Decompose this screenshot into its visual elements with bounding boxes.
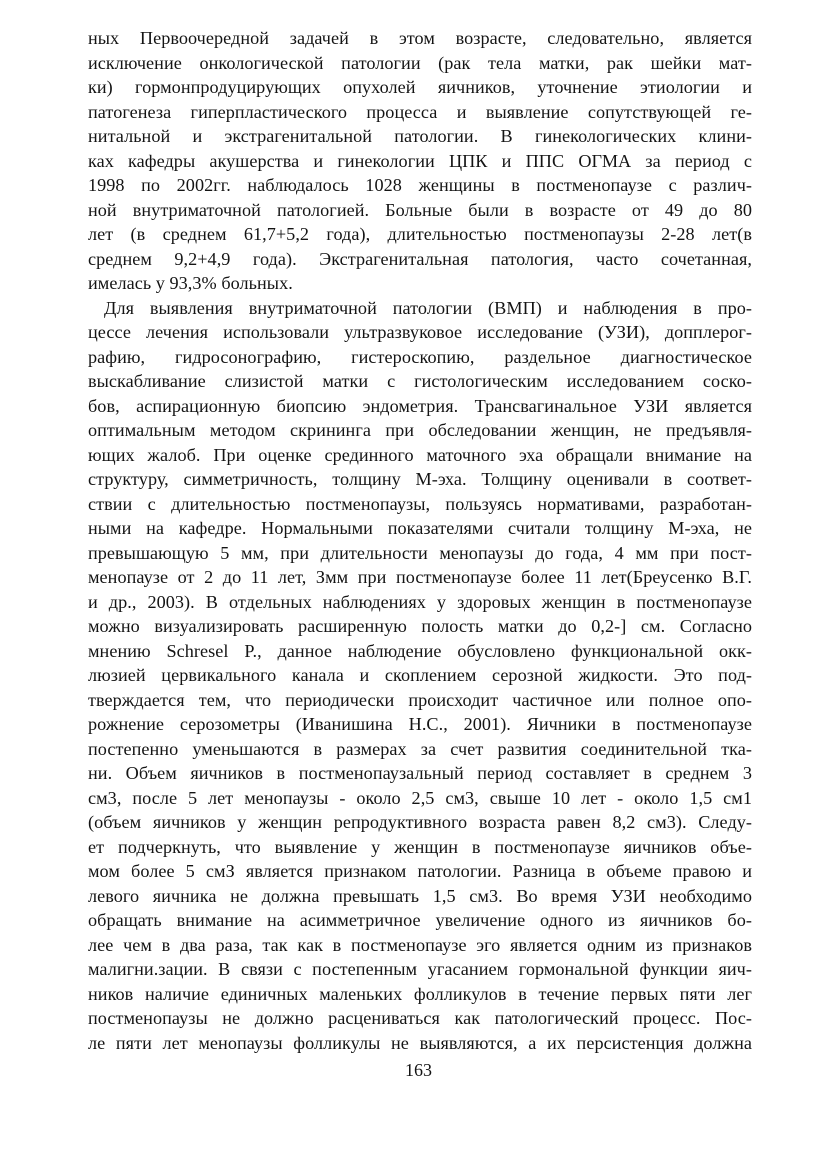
text-line: ных Первоочередной задачей в этом возрасте, следовательно, является: [88, 28, 752, 48]
text-line: лет (в среднем 61,7+5,2 года), длительностью постменопаузы 2-28 лет(в: [88, 224, 752, 244]
text-line: бов, аспирационную биопсию эндометрия. Трансвагинальное УЗИ является: [88, 395, 752, 416]
text-line: ках кафедры акушерства и гинекологии ЦПК и ППС ОГМА за период с: [88, 150, 752, 171]
text-line: рожнение серозометры (Иванишина Н.С., 2001). Яичники в постменопаузе: [88, 714, 752, 734]
text-line: можно визуализировать расширенную полость матки до 0,2-] см. Согласно: [88, 616, 752, 636]
text-line: ствии с длительностью постменопаузы, пользуясь нормативами, разработан-: [88, 493, 752, 514]
text-line: мом более 5 смЗ является признаком патологии. Разница в объеме правою и: [88, 861, 752, 881]
text-line: ников наличие единичных маленьких фолликулов в течение первых пяти лег: [88, 983, 752, 1004]
text-line: исключение онкологической патологии (рак тела матки, рак шейки мат-: [88, 52, 752, 73]
text-line: обращать внимание на асимметричное увеличение одного из яичников бо-: [88, 910, 752, 930]
text-line: малигни.зации. В связи с постепенным угасанием гормональной функции яич-: [88, 959, 752, 979]
paragraph-start-line: Для выявления внутриматочной патологии (ВМП) и наблюдения в про-: [104, 297, 752, 318]
text-line: менопаузе от 2 до 11 лет, Змм при постменопаузе более 11 лет(Бреусенко В.Г.: [88, 567, 752, 587]
document-body: [88, 26, 752, 1055]
text-line: ет подчеркнуть, что выявление у женщин в постменопаузе яичников объе-: [88, 836, 752, 857]
text-line: постменопаузы не должно расцениваться как патологический процесс. Пос-: [88, 1008, 752, 1028]
text-line: ющих жалоб. При оценке срединного маточного эха обращали внимание на: [88, 444, 752, 465]
text-line: цессе лечения использовали ультразвуковое исследование (УЗИ), допплерог-: [88, 322, 752, 342]
text-line: ки) гормонпродуцирующих опухолей яичников, уточнение этиологии и: [88, 77, 752, 97]
text-line: нитальной и экстрагенитальной патологии. В гинекологических клини-: [88, 126, 752, 146]
text-line: постепенно уменьшаются в размерах за счет развития соединительной тка-: [88, 738, 752, 759]
text-line: структуру, симметричность, толщину М-эха. Толщину оценивали в соответ-: [88, 469, 752, 489]
text-line: мнению Schresel P., данное наблюдение обусловлено функциональной окк-: [88, 640, 752, 661]
text-line: превышающую 5 мм, при длительности менопаузы до года, 4 мм при пост-: [88, 542, 752, 563]
text-line: (объем яичников у женщин репродуктивного возраста равен 8,2 см3). Следу-: [88, 812, 752, 832]
text-line: лее чем в два раза, так как в постменопаузе эго является одним из признаков: [88, 934, 752, 955]
text-line: ни. Объем яичников в постменопаузальный период составляет в среднем 3: [88, 763, 752, 783]
text-line: 1998 по 2002гг. наблюдалось 1028 женщины в постменопаузе с различ-: [88, 175, 752, 195]
text-line: ными на кафедре. Нормальными показателями считали толщину М-эха, не: [88, 518, 752, 538]
text-line: тверждается тем, что периодически происходит частичное или полное опо-: [88, 689, 752, 710]
text-line: ле пяти лет менопаузы фолликулы не выявляются, а их персистенция должна: [88, 1032, 752, 1053]
paragraph-end-line: имелась у 93,3% больных.: [88, 273, 293, 293]
text-line: патогенеза гиперпластического процесса и выявление сопутствующей ге-: [88, 101, 752, 122]
text-line: см3, после 5 лет менопаузы - около 2,5 см3, свыше 10 лет - около 1,5 см1: [88, 787, 752, 808]
text-line: выскабливание слизистой матки с гистологическим исследованием соско-: [88, 371, 752, 391]
text-line: люзией цервикального канала и скоплением серозной жидкости. Это под-: [88, 665, 752, 685]
text-line: рафию, гидросонографию, гистероскопию, раздельное диагностическое: [88, 346, 752, 367]
text-line: левого яичника не должна превышать 1,5 см3. Во время УЗИ необходимо: [88, 885, 752, 906]
text-line: среднем 9,2+4,9 года). Экстрагенитальная патология, часто сочетанная,: [88, 248, 752, 269]
text-line: оптимальным методом скрининга при обследовании женщин, не предъявля-: [88, 420, 752, 440]
text-line: и др., 2003). В отдельных наблюдениях у здоровых женщин в постменопаузе: [88, 591, 752, 612]
text-line: ной внутриматочной патологией. Больные были в возрасте от 49 до 80: [88, 199, 752, 220]
page-number: 163: [405, 1060, 432, 1080]
